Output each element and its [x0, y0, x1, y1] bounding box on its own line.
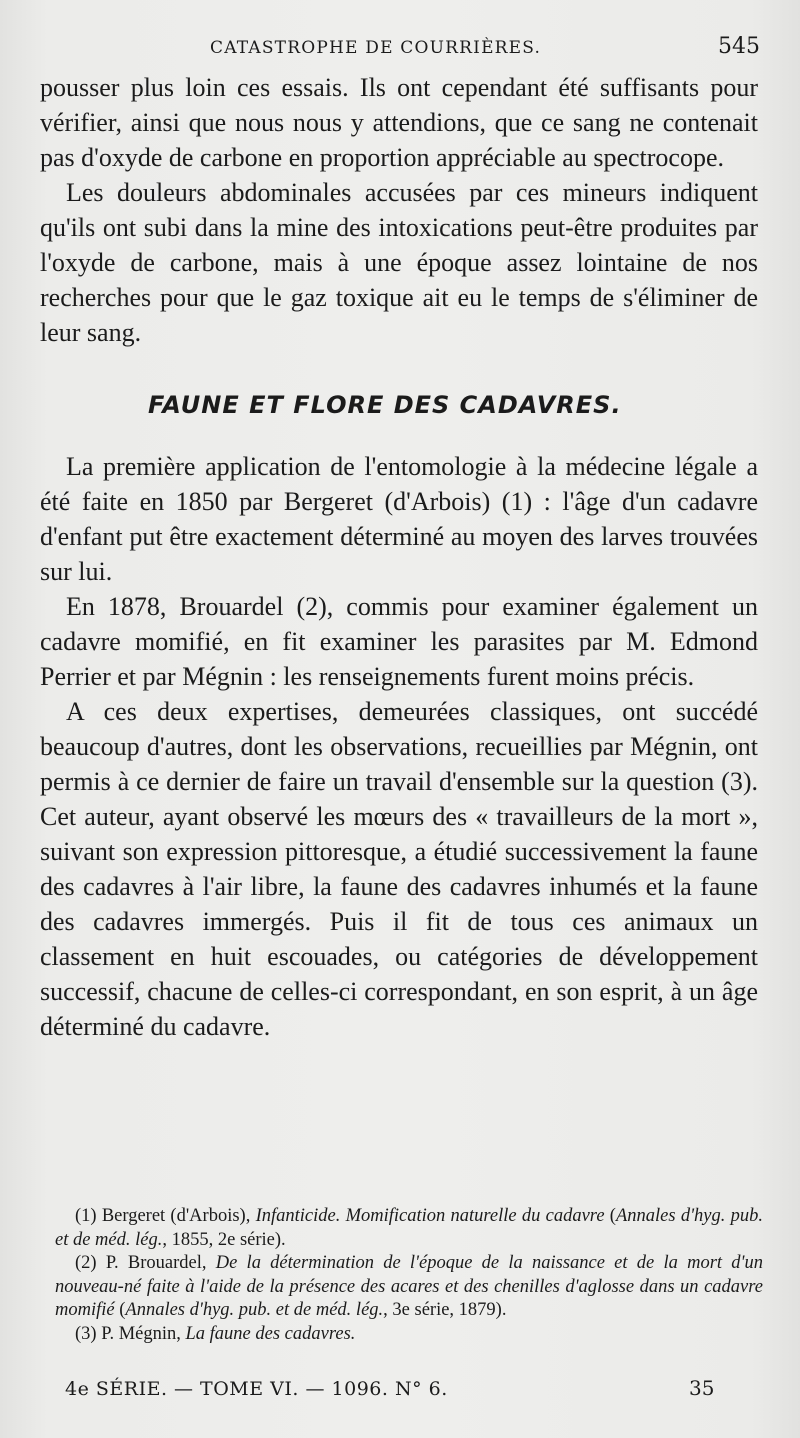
- body-text: [40, 70, 758, 1044]
- footnote: [55, 1205, 763, 1252]
- footnote-author: Bergeret (d'Arbois),: [96, 1206, 256, 1226]
- paragraph: pousser plus loin ces essais. Ils ont cependant été suffisants pour vérifier, ainsi que nous nous y attendions, que ce sang ne contenait pas d'oxyde de carbone en proportion appréciable au spectrocope.: [40, 73, 758, 172]
- footnotes: [55, 1205, 763, 1346]
- paragraph: En 1878, Brouardel (2), commis pour examiner également un cadavre momifié, en fit examiner les parasites par M. Edmond Perrier et par Mégnin : les renseignements furent moins précis.: [40, 592, 758, 691]
- paragraph: Les douleurs abdominales accusées par ces mineurs indiquent qu'ils ont subi dans la mine des intoxications peut-être produites par l'oxyde de carbone, mais à une époque assez lointaine de nos recherches pour que le gaz toxique ait eu le temps de s'éliminer de leur sang.: [40, 178, 758, 347]
- footnote-mark: (1): [75, 1206, 97, 1226]
- printer-signature: 4e SÉRIE. — TOME VI. — 1096. N° 6.: [65, 1378, 448, 1400]
- footnote-journal: Annales d'hyg. pub. et de méd. lég.: [55, 1206, 763, 1250]
- footnote: [55, 1252, 763, 1323]
- page-number: 545: [718, 34, 760, 59]
- footnote-open: (: [114, 1300, 126, 1320]
- footnote-author: P. Brouardel,: [96, 1253, 216, 1273]
- footnote-open: (: [604, 1206, 616, 1226]
- footnote-author: P. Mégnin,: [96, 1323, 186, 1344]
- section-heading: FAUNE ET FLORE DES CADAVRES.: [148, 391, 622, 419]
- paragraph: A ces deux expertises, demeurées classiques, ont succédé beaucoup d'autres, dont les observations, recueillies par Mégnin, ont permis à ce dernier de faire un travail d'ensemble sur la question (3). Cet auteur, ayant observé les mœurs des « travailleurs de la mort », suivant son expression pittoresque, a étudié successivement la faune des cadavres à l'air libre, la faune des cadavres inhumés et la faune des cadavres immergés. Puis il fit de tous ces animaux un classement en huit escouades, ou catégories de développement successif, chacune de celles-ci correspondant, en son esprit, à un âge déterminé du cadavre.: [40, 697, 758, 1041]
- footnote-rest: , 3e série, 1879).: [383, 1300, 507, 1320]
- paragraph: La première application de l'entomologie à la médecine légale a été faite en 1850 par Bergeret (d'Arbois) (1) : l'âge d'un cadavre d'enfant put être exactement déterminé au moyen des larves trouvées sur lui.: [40, 452, 758, 586]
- footnote-title: La faune des cadavres.: [185, 1323, 356, 1344]
- sheet-number: 35: [689, 1376, 715, 1400]
- footnote-rest: , 1855, 2e série).: [162, 1229, 286, 1250]
- footnote-journal: Annales d'hyg. pub. et de méd. lég.: [125, 1300, 384, 1320]
- footnote-mark: (2): [75, 1253, 97, 1273]
- footnote-mark: (3): [75, 1323, 97, 1344]
- footnote: [55, 1323, 763, 1347]
- running-title: CATASTROPHE DE COURRIÈRES.: [210, 38, 542, 58]
- page-header: [40, 34, 760, 66]
- footnote-title: De la détermination de l'époque de la naissance et de la mort d'un nouveau-né faite à l'aide de la présence des acares et des chenilles d'aglosse dans un cadavre momifié: [55, 1253, 763, 1320]
- footnote-title: Infanticide. Momification naturelle du cadavre: [255, 1206, 605, 1226]
